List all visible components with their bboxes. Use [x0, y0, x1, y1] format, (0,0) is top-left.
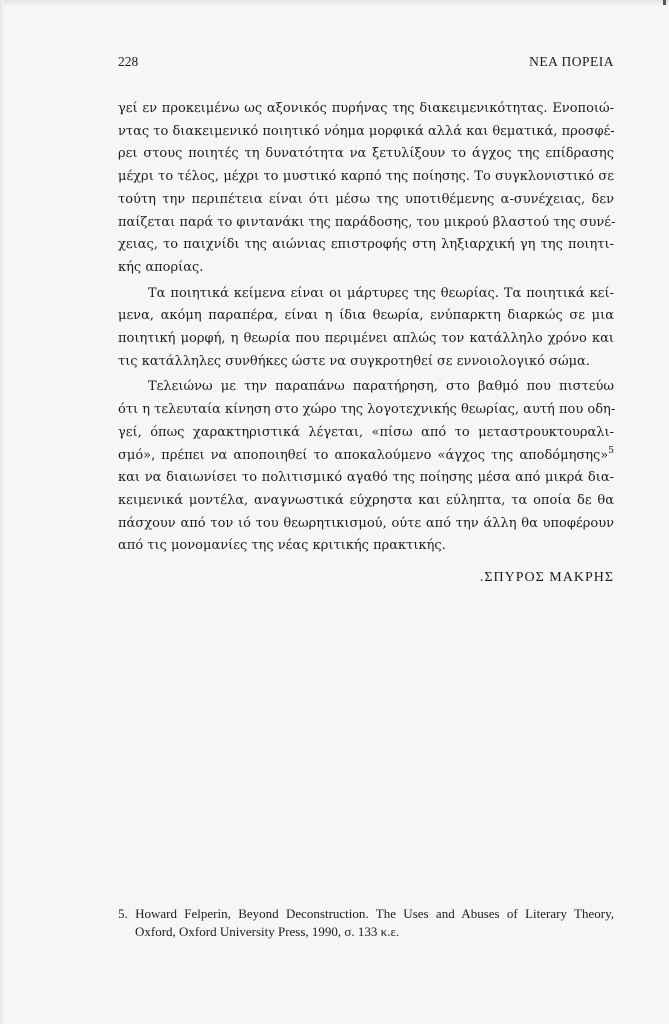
text-line: ότι η τελευταία κίνηση στο χώρο της λογοτεχνικής θεωρίας, αυτή που οδη- — [118, 402, 616, 418]
text-line: ντας το διακειμενικό ποιητικό νόημα μορφικά αλλά και θεματικά, προσφέ- — [118, 123, 615, 139]
text-line: γεί, όπως χαρακτηριστικά λέγεται, «πίσω από το μεταστρουκτουραλι- — [118, 424, 614, 440]
page-number: 228 — [118, 54, 139, 69]
text-line: Τα ποιητικά κείμενα είναι οι μάρτυρες της θεωρίας. Τα ποιητικά κεί- — [148, 285, 614, 301]
paragraph-2 — [118, 283, 614, 374]
text-line — [118, 445, 614, 468]
footnote-line: 5. Howard Felperin, Beyond Deconstruction. The Uses and Abuses of Literary Theory, — [118, 906, 614, 921]
text-line: παίζεται παρά το φιντανάκι της παράδοσης, του μικρού βλαστού της συνέ- — [118, 214, 616, 230]
running-head: ΝΕΑ ΠΟΡΕΙΑ — [529, 54, 614, 69]
text-line: γεί εν προκειμένω ως αξονικός πυρήνας της διακειμενικότητας. Ενοποιώ- — [118, 101, 614, 116]
footnote — [118, 905, 614, 941]
scan-edge-top — [0, 0, 669, 6]
text-line: χειας, το παιχνίδι της αιώνιας επιστροφής στη ληξιαρχική γη της ποιητι- — [118, 237, 614, 253]
text-line: πάσχουν από τον ιό του θεωρητικισμού, ούτε από την άλλη θα υποφέρουν — [118, 515, 614, 531]
text-line: και να διαιωνίσει το πολιτισμικό αγαθό της ποίησης μέσα από μικρά δια- — [118, 470, 614, 486]
text-line: κής απορίας. — [118, 259, 204, 275]
scan-mark — [663, 0, 666, 5]
author-signature: .ΣΠΥΡΟΣ ΜΑΚΡΗΣ — [479, 570, 614, 585]
footnote-marker: 5 — [608, 445, 614, 456]
text-line: ποιητική μορφή, η θεωρία που περιμένει απλώς τον κατάλληλο χρόνο και — [118, 331, 614, 347]
text-line: μέχρι το τέλος, μέχρι το μυστικό καρπό της ποίησης. Το συγκλονιστικό σε — [118, 169, 614, 185]
body-text — [118, 98, 614, 558]
text-line-content: σμό», πρέπει να αποποιηθεί το αποκαλούμενο «άγχος της αποδόμησης» — [118, 447, 609, 463]
page-header — [118, 54, 614, 74]
scan-edge-left — [0, 0, 4, 1024]
text-line: ρει στους ποιητές τη δυνατότητα να ξετυλίξουν το άγχος της επίδρασης — [118, 146, 614, 162]
text-line: τις κατάλληλες συνθήκες ώστε να συγκροτηθεί σε εννοιολογικό σώμα. — [118, 353, 590, 369]
text-line: από τις μονομανίες της νέας κριτικής πρακτικής. — [118, 538, 446, 554]
paragraph-1 — [118, 98, 614, 280]
text-line: Τελειώνω με την παραπάνω παρατήρηση, στο βαθμό που πιστεύω — [148, 379, 614, 395]
text-line: μενα, ακόμη παραπέρα, είναι η ίδια θεωρία, ενύπαρκτη διαρκώς σε μια — [118, 308, 614, 324]
text-line: κειμενικά μοντέλα, αναγνωστικά εύχρηστα και εύληπτα, τα οποία δε θα — [118, 492, 614, 508]
footnote-line: Oxford, Oxford University Press, 1990, σ. 133 κ.ε. — [135, 924, 400, 939]
paragraph-3 — [118, 376, 614, 558]
text-line: τούτη την περιπέτεια είναι ότι μέσω της υποτιθέμενης α-συνέχειας, δεν — [118, 191, 614, 207]
